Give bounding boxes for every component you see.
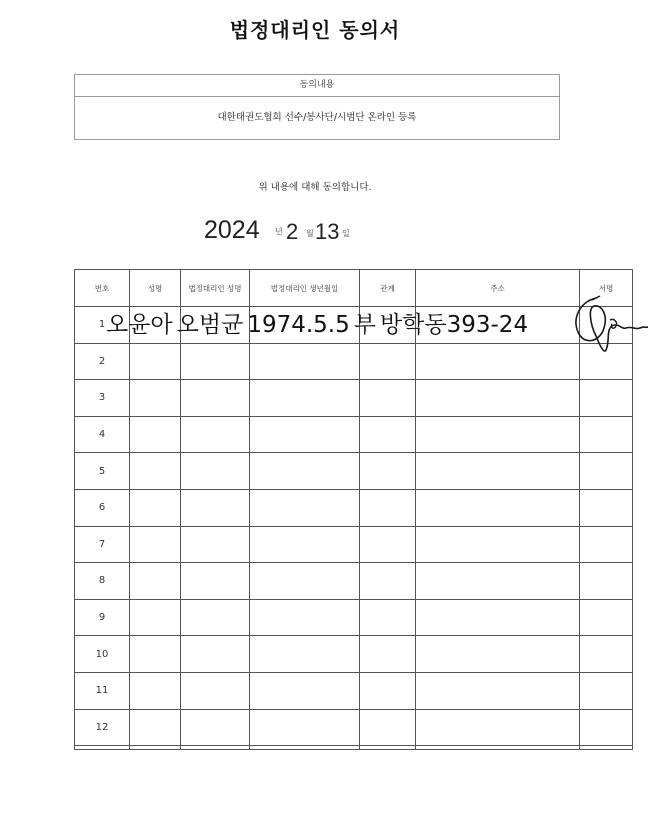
table-header-row (75, 270, 633, 307)
row-number: 2 (75, 343, 130, 380)
row-1-relation: 부 (353, 312, 376, 338)
table-cell (580, 636, 633, 673)
table-cell (181, 526, 250, 563)
table-cell (416, 599, 580, 636)
table-row (75, 672, 633, 709)
table-cell (130, 489, 181, 526)
table-row (75, 453, 633, 490)
table-cell (250, 746, 360, 750)
table-cell (580, 526, 633, 563)
table-cell (130, 343, 181, 380)
table-cell (580, 746, 633, 750)
table-cell (130, 709, 181, 746)
table-cell (580, 416, 633, 453)
table-cell (580, 709, 633, 746)
row-number: 10 (75, 636, 130, 673)
table-row-partial (75, 746, 633, 750)
table-row (75, 489, 633, 526)
consent-header: 동의내용 (75, 75, 559, 97)
signature-scribble (566, 280, 648, 360)
table-cell (181, 599, 250, 636)
document-title: 법정대리인 동의서 (229, 18, 401, 42)
date-line (0, 0, 648, 260)
table-cell (360, 343, 416, 380)
row-number: 3 (75, 380, 130, 417)
col-header-number: 번호 (75, 270, 130, 307)
row-number: 6 (75, 489, 130, 526)
table-row (75, 709, 633, 746)
col-header-guardian-name: 법정대리인 성명 (181, 270, 250, 307)
table-cell (360, 380, 416, 417)
table-cell (580, 453, 633, 490)
table-cell (181, 672, 250, 709)
row-1-guardian-birth: 1974.5.5 (247, 312, 350, 338)
table-cell (416, 380, 580, 417)
table-cell (416, 746, 580, 750)
table-cell (181, 636, 250, 673)
row-1-handwritten-entries (106, 306, 532, 339)
date-month: 2 (286, 219, 299, 244)
col-header-name: 성명 (130, 270, 181, 307)
table-cell (250, 709, 360, 746)
row-number: 7 (75, 526, 130, 563)
table-row (75, 343, 633, 380)
table-cell (360, 526, 416, 563)
table-row (75, 563, 633, 600)
table-cell (360, 709, 416, 746)
table-cell (250, 636, 360, 673)
table-cell (416, 343, 580, 380)
table-cell (130, 636, 181, 673)
table-cell (416, 526, 580, 563)
col-header-guardian-birth: 법정대리인 생년월일 (250, 270, 360, 307)
table-cell (250, 380, 360, 417)
row-number: 8 (75, 563, 130, 600)
table-cell (580, 489, 633, 526)
table-cell (416, 636, 580, 673)
table-cell (181, 489, 250, 526)
table-cell (360, 453, 416, 490)
date-year: 2024 (204, 216, 260, 244)
table-cell (181, 416, 250, 453)
consent-content: 대한태권도협회 선수/봉사단/시범단 온라인 등록 (217, 112, 417, 123)
table-cell (130, 599, 181, 636)
row-number: 12 (75, 709, 130, 746)
table-cell (416, 416, 580, 453)
table-cell (360, 746, 416, 750)
table-cell (250, 526, 360, 563)
row-1-address: 방학동393-24 (379, 312, 529, 338)
table-cell (250, 672, 360, 709)
table-cell (181, 453, 250, 490)
table-cell (130, 380, 181, 417)
table-cell (250, 489, 360, 526)
agreement-statement: 위 내용에 대해 동의합니다. (258, 182, 372, 193)
row-number: 5 (75, 453, 130, 490)
table-cell (250, 563, 360, 600)
table-row (75, 636, 633, 673)
col-header-address: 주소 (416, 270, 580, 307)
table-cell (181, 563, 250, 600)
col-header-signature: 서명 (580, 270, 633, 307)
date-day: 13 (315, 219, 340, 244)
table-cell (250, 416, 360, 453)
table-cell (181, 709, 250, 746)
table-cell (360, 636, 416, 673)
table-row (75, 526, 633, 563)
table-cell (360, 672, 416, 709)
table-cell (130, 746, 181, 750)
row-number: 9 (75, 599, 130, 636)
table-cell (580, 380, 633, 417)
row-1-guardian-name: 오범균 (176, 312, 244, 338)
table-cell (580, 599, 633, 636)
table-cell (360, 563, 416, 600)
table-cell (181, 343, 250, 380)
table-cell (250, 453, 360, 490)
table-cell (416, 453, 580, 490)
table-cell (416, 489, 580, 526)
table-cell (580, 563, 633, 600)
date-year-unit: 년 (275, 227, 283, 236)
table-cell (360, 489, 416, 526)
table-cell (416, 709, 580, 746)
col-header-relation: 관계 (360, 270, 416, 307)
table-cell (250, 343, 360, 380)
table-cell (416, 672, 580, 709)
date-day-unit: 일 (342, 229, 350, 238)
row-number: 4 (75, 416, 130, 453)
table-cell (130, 526, 181, 563)
table-cell (130, 672, 181, 709)
table-cell (360, 599, 416, 636)
table-cell (75, 746, 130, 750)
table-cell (130, 416, 181, 453)
table-cell (250, 599, 360, 636)
guardian-table (74, 269, 633, 750)
table-row (75, 416, 633, 453)
row-1-name: 오윤아 (106, 312, 173, 338)
table-cell (416, 563, 580, 600)
table-row (75, 380, 633, 417)
date-month-unit: 월 (306, 229, 314, 238)
table-cell (181, 380, 250, 417)
table-row (75, 599, 633, 636)
table-cell (360, 416, 416, 453)
row-number: 11 (75, 672, 130, 709)
table-cell (130, 453, 181, 490)
table-cell (580, 672, 633, 709)
table-cell (130, 563, 181, 600)
row-number: 1 (75, 307, 130, 344)
table-cell (181, 746, 250, 750)
